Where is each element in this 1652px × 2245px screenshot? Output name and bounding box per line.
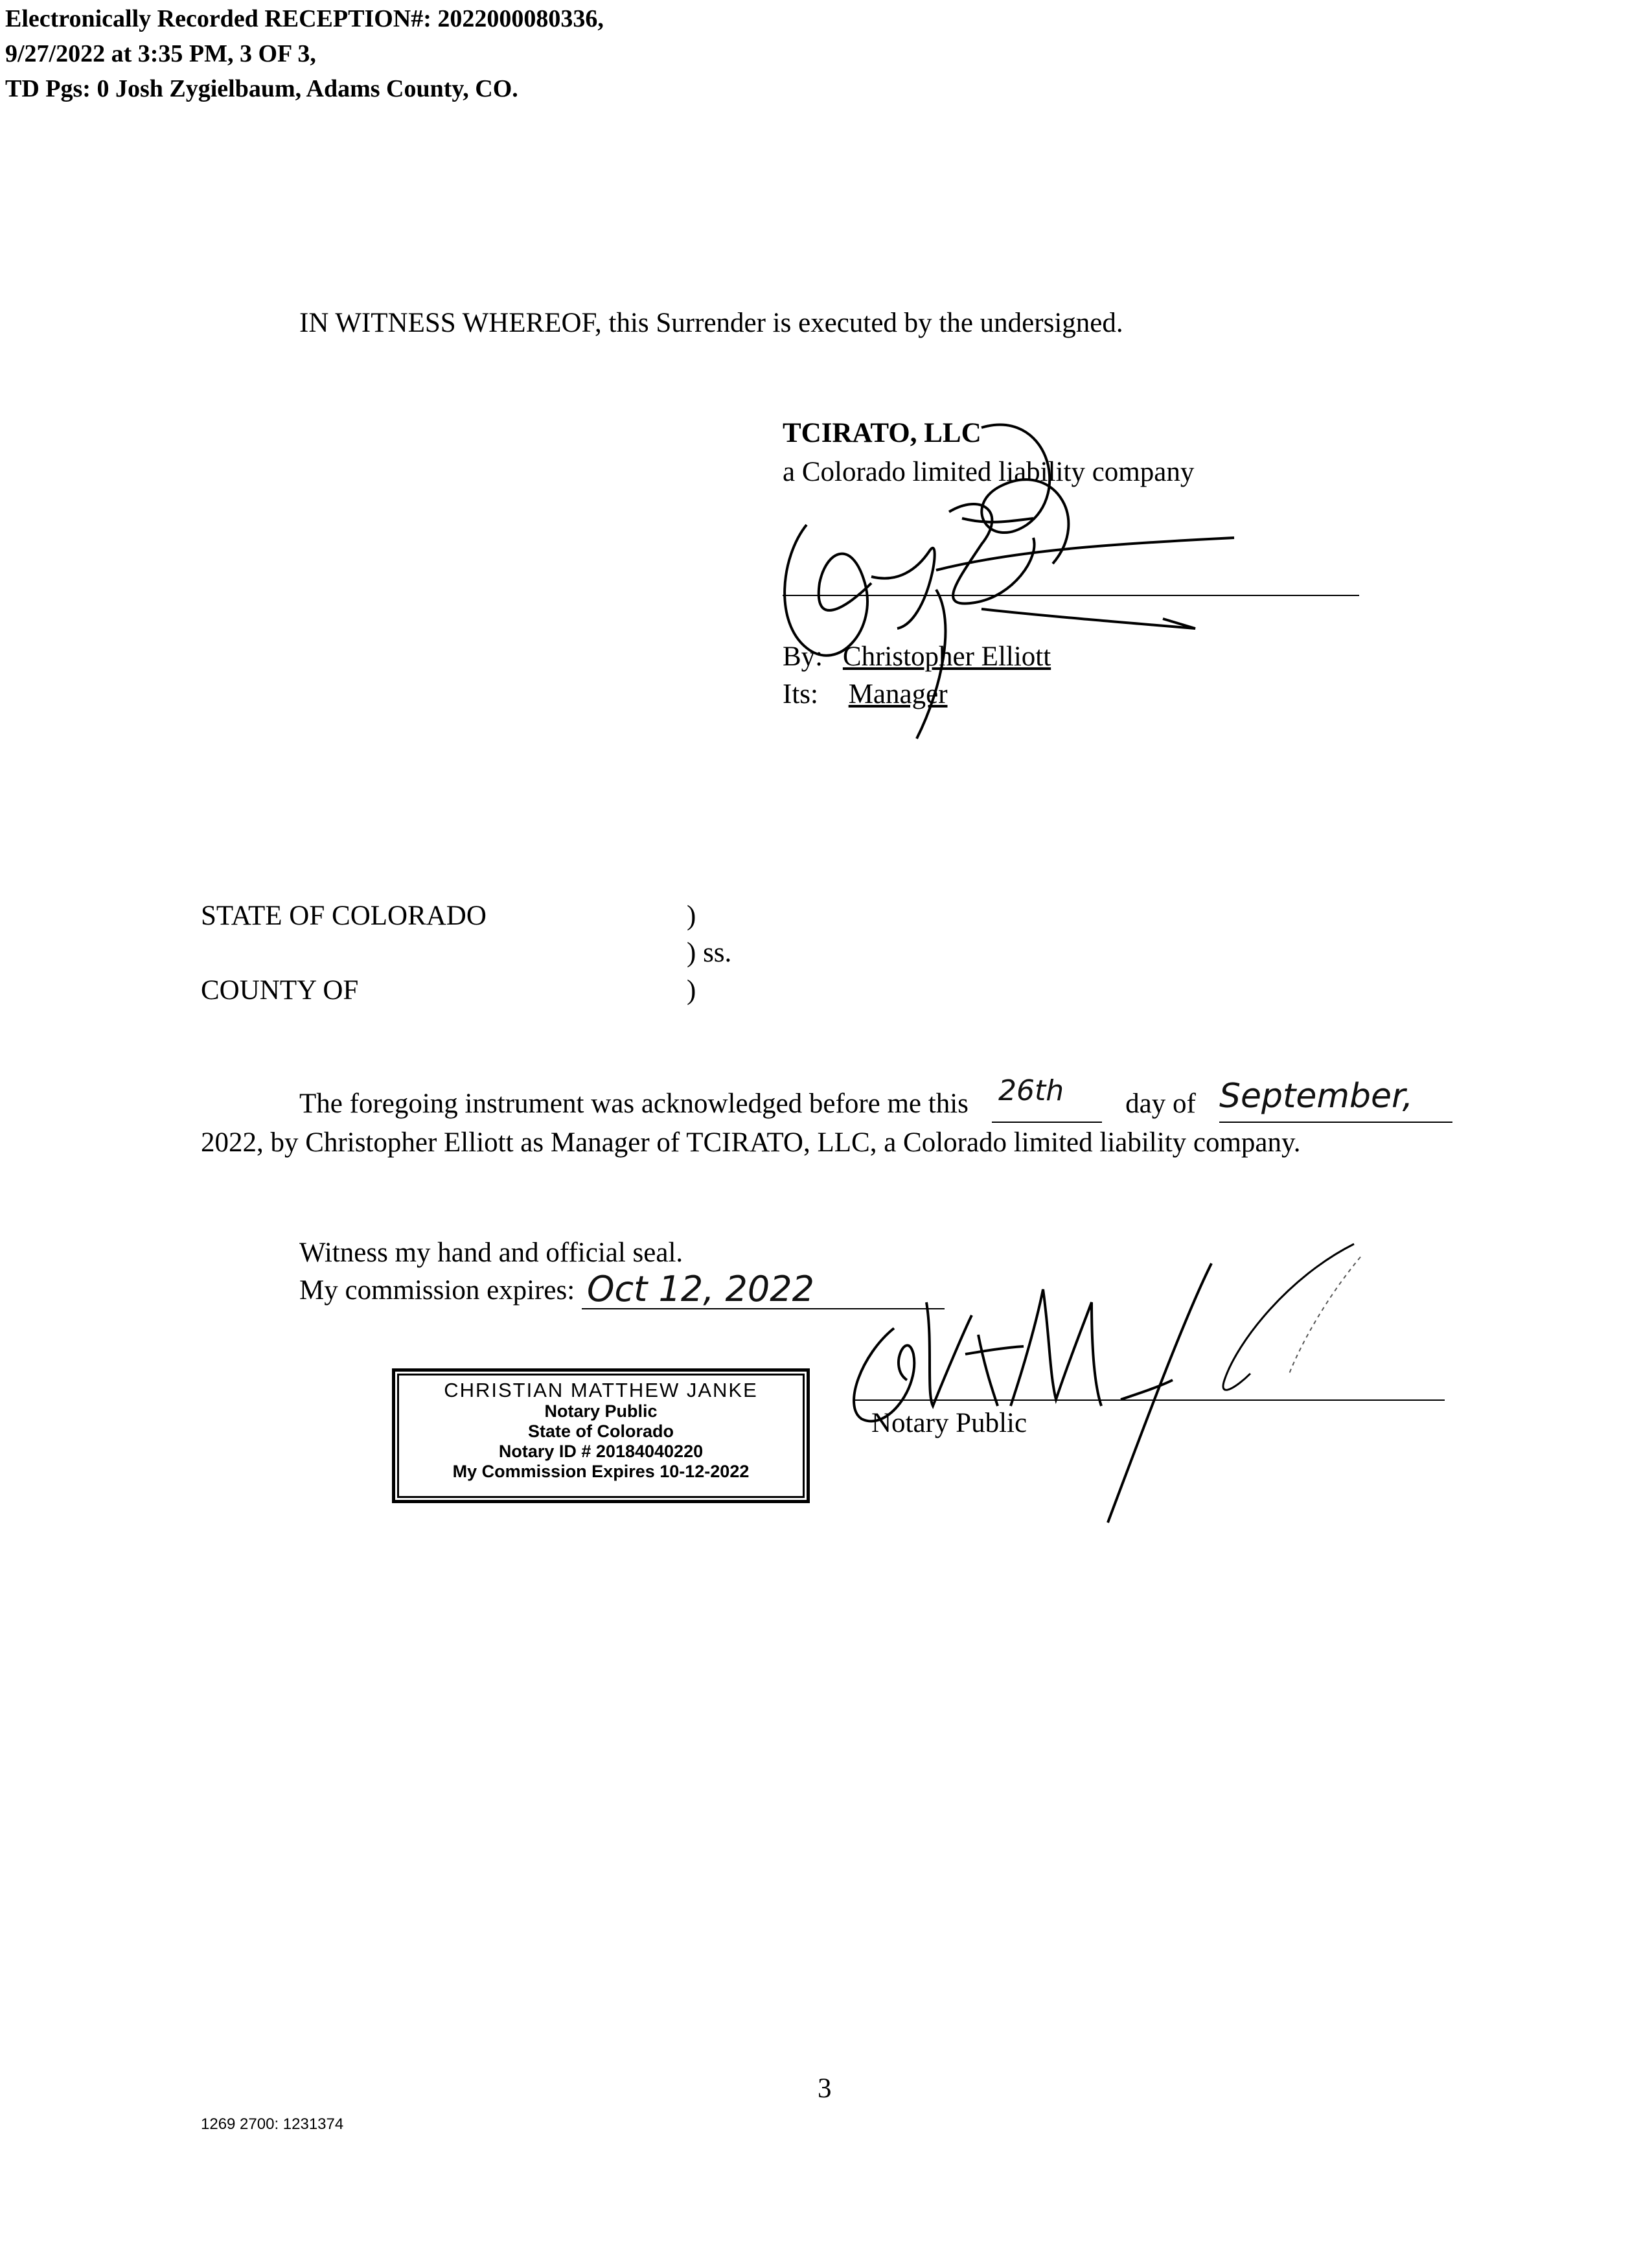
ack-day-handwritten: 26th <box>998 1074 1064 1107</box>
acknowledgment-line-2: 2022, by Christopher Elliott as Manager of TCIRATO, LLC, a Colorado limited liability company. <box>201 1127 1301 1158</box>
notary-public-label: Notary Public <box>871 1408 1027 1438</box>
ack-text-middle: day of <box>1125 1088 1196 1119</box>
stamp-expires: My Commission Expires 10-12-2022 <box>452 1462 750 1481</box>
ack-month-blank <box>1219 1077 1452 1123</box>
company-description: a Colorado limited liability company <box>783 457 1195 487</box>
venue-paren-3: ) <box>687 975 696 1006</box>
its-title: Manager <box>848 679 948 709</box>
notary-stamp <box>392 1368 810 1503</box>
commission-label: My commission expires: <box>299 1275 575 1306</box>
signature-line <box>783 595 1359 596</box>
venue-paren-ss: ) ss. <box>687 938 732 968</box>
acknowledgment-line-1 <box>299 1074 1452 1123</box>
recording-header-line-3: TD Pgs: 0 Josh Zygielbaum, Adams County, CO. <box>5 75 518 102</box>
company-name: TCIRATO, LLC <box>783 418 981 448</box>
recording-header <box>5 1 604 106</box>
by-label: By: <box>783 641 823 672</box>
by-row <box>783 638 1051 676</box>
recording-header-line-1: Electronically Recorded RECEPTION#: 2022000080336, <box>5 5 604 32</box>
ack-text-start: The foregoing instrument was acknowledged before me this <box>299 1088 969 1119</box>
document-code: 1269 2700: 1231374 <box>201 2115 344 2133</box>
venue-paren-1: ) <box>687 901 696 931</box>
page-number: 3 <box>818 2073 832 2104</box>
by-name: Christopher Elliott <box>842 641 1051 672</box>
its-label: Its: <box>783 679 818 709</box>
notary-signature <box>836 1225 1373 1523</box>
ack-month-handwritten: September, <box>1219 1077 1414 1116</box>
stamp-name: CHRISTIAN MATTHEW JANKE <box>444 1379 758 1401</box>
ack-day-blank <box>992 1074 1102 1123</box>
stamp-state: State of Colorado <box>527 1422 674 1441</box>
stamp-title: Notary Public <box>544 1401 658 1421</box>
notary-signature-line <box>855 1399 1445 1401</box>
its-row <box>783 676 948 713</box>
witness-hand-seal: Witness my hand and official seal. <box>299 1238 683 1268</box>
stamp-notary-id: Notary ID # 20184040220 <box>498 1442 704 1461</box>
venue-county: COUNTY OF <box>201 975 359 1006</box>
venue-state: STATE OF COLORADO <box>201 901 487 931</box>
commission-handwritten: Oct 12, 2022 <box>586 1269 814 1309</box>
witness-statement: IN WITNESS WHEREOF, this Surrender is executed by the undersigned. <box>299 308 1123 338</box>
recording-header-line-2: 9/27/2022 at 3:35 PM, 3 OF 3, <box>5 40 316 67</box>
